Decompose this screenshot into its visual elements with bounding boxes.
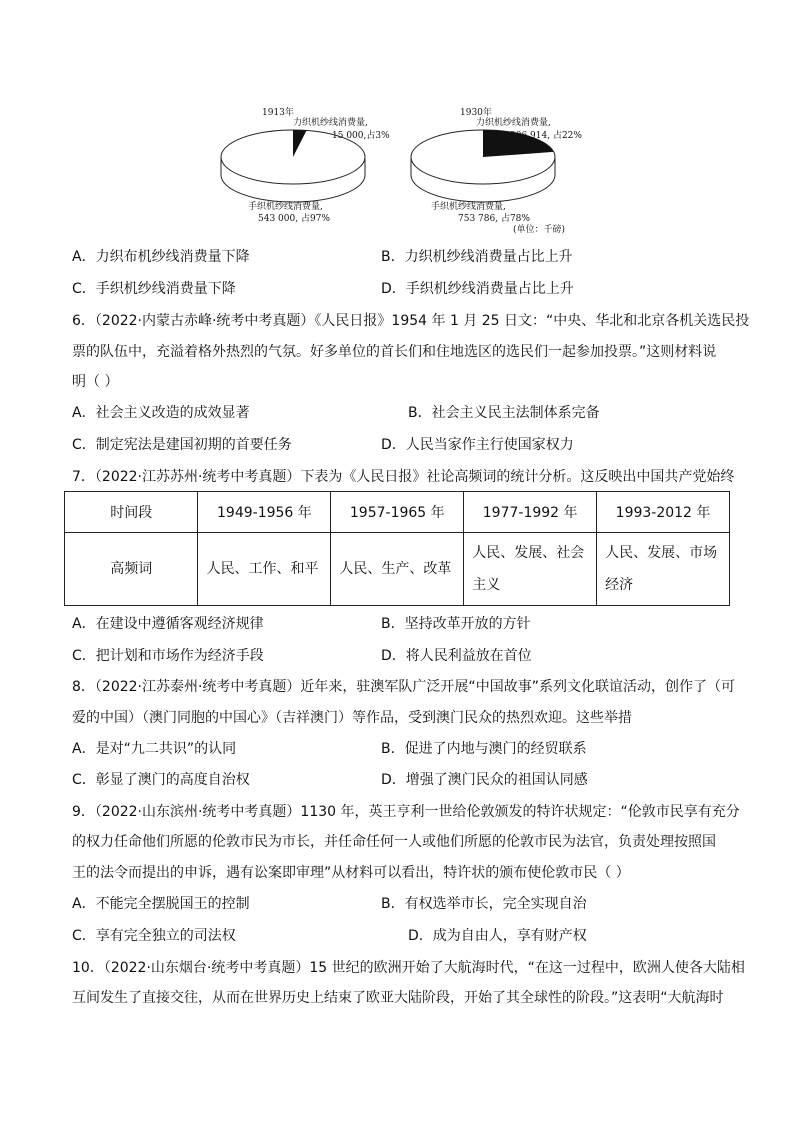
unit-note: (单位：千磅) bbox=[513, 225, 566, 235]
keyword-table bbox=[64, 491, 730, 606]
table-header-cell: 1977-1992 年 bbox=[464, 492, 597, 533]
table-cell: 人民、生产、改革 bbox=[331, 533, 464, 606]
left-hand-label: 手织机纱线消费量, bbox=[248, 202, 323, 212]
q6-stem-line-2: 票的队伍中，充溢着格外热烈的气氛。好多单位的首长们和住地选区的选民们一起参加投票。”这则材料说 bbox=[72, 344, 717, 360]
q10-stem-line-1: 10．（2022·山东烟台·统考中考真题）15 世纪的欧洲开始了大航海时代，“在这一过程中，欧洲人使各大陆相 bbox=[72, 960, 745, 976]
q8-option-b[interactable]: B．促进了内地与澳门的经贸联系 bbox=[381, 741, 587, 757]
q9-stem-line-2: 的权力任命他们所愿的伦敦市民为市长，并任命任何一人或他们所愿的伦敦市民为法官，负责处理按照国 bbox=[72, 834, 716, 850]
table-cell: 人民、发展、市场经济 bbox=[597, 533, 730, 606]
left-power-value: 15 000,占3% bbox=[332, 131, 390, 141]
q9-option-d[interactable]: D．成为自由人，享有财产权 bbox=[408, 928, 587, 944]
q8-option-d[interactable]: D．增强了澳门民众的祖国认同感 bbox=[381, 772, 588, 788]
table-header-cell: 1949-1956 年 bbox=[198, 492, 331, 533]
q5-option-d[interactable]: D．手织机纱线消费量占比上升 bbox=[381, 281, 574, 297]
right-power-label: 力织机纱线消费量, bbox=[476, 118, 551, 128]
q9-option-a[interactable]: A．不能完全摆脱国王的控制 bbox=[72, 896, 250, 912]
q6-stem-line-3: 明（ ） bbox=[72, 374, 119, 390]
q6-option-d[interactable]: D．人民当家作主行使国家权力 bbox=[381, 437, 574, 453]
q7-option-d[interactable]: D．将人民利益放在首位 bbox=[381, 648, 532, 664]
right-power-value: 206 914, 占22% bbox=[510, 131, 582, 141]
left-year: 1913年 bbox=[262, 108, 294, 118]
q7-option-a[interactable]: A．在建设中遵循客观经济规律 bbox=[72, 616, 264, 632]
left-hand-value: 543 000, 占97% bbox=[258, 214, 330, 224]
table-header-cell: 1957-1965 年 bbox=[331, 492, 464, 533]
q6-option-c[interactable]: C．制定宪法是建国初期的首要任务 bbox=[72, 437, 292, 453]
q5-option-b[interactable]: B．力织机纱线消费量占比上升 bbox=[381, 249, 573, 265]
q8-option-a[interactable]: A．是对“九二共识”的认同 bbox=[72, 741, 237, 757]
q10-stem-line-2: 互间发生了直接交往，从而在世界历史上结束了欧亚大陆阶段，开始了其全球性的阶段。”这表明“大航海时 bbox=[72, 990, 724, 1006]
table-row bbox=[65, 533, 730, 606]
q5-option-a[interactable]: A．力织布机纱线消费量下降 bbox=[72, 249, 250, 265]
right-year: 1930年 bbox=[460, 108, 492, 118]
table-cell: 人民、发展、社会主义 bbox=[464, 533, 597, 606]
table-cell: 高频词 bbox=[65, 533, 198, 606]
q5-option-c[interactable]: C．手织机纱线消费量下降 bbox=[72, 281, 236, 297]
left-power-label: 力织机纱线消费量, bbox=[293, 118, 368, 128]
q8-option-c[interactable]: C．彰显了澳门的高度自治权 bbox=[72, 772, 250, 788]
q7-option-c[interactable]: C．把计划和市场作为经济手段 bbox=[72, 648, 264, 664]
q8-stem-line-1: 8．（2022·江苏泰州·统考中考真题）近年来，驻澳军队广泛开展“中国故事”系列文化联谊活动，创作了（可 bbox=[72, 679, 735, 695]
q9-option-b[interactable]: B．有权选举市长，完全实现自治 bbox=[381, 896, 587, 912]
q9-stem-line-3: 王的法令而提出的申诉，遇有讼案即审理”从材料可以看出，特许状的颁布使伦敦市民（ ） bbox=[72, 865, 630, 881]
right-hand-value: 753 786, 占78% bbox=[458, 214, 530, 224]
q6-option-b[interactable]: B．社会主义民主法制体系完备 bbox=[408, 405, 600, 421]
q7-option-b[interactable]: B．坚持改革开放的方针 bbox=[381, 616, 531, 632]
q6-stem-line-1: 6．（2022·内蒙古赤峰·统考中考真题）《人民日报》1954 年 1 月 25 日文：“中央、华北和北京各机关选民投 bbox=[72, 313, 750, 329]
q6-option-a[interactable]: A．社会主义改造的成效显著 bbox=[72, 405, 250, 421]
table-header-row bbox=[65, 492, 730, 533]
q9-option-c[interactable]: C．享有完全独立的司法权 bbox=[72, 928, 236, 944]
q9-stem-line-1: 9．（2022·山东滨州·统考中考真题）1130 年，英王亨利一世给伦敦颁发的特许状规定：“伦敦市民享有充分 bbox=[72, 804, 740, 820]
q8-stem-line-2: 爱的中国）（澳门同胞的中国心》（吉祥澳门）等作品，受到澳门民众的热烈欢迎。这些举措 bbox=[72, 710, 632, 726]
q7-stem-line-1: 7．（2022·江苏苏州·统考中考真题）下表为《人民日报》社论高频词的统计分析。这反映出中国共产党始终 bbox=[72, 469, 735, 485]
right-hand-label: 手织机纱线消费量, bbox=[431, 202, 506, 212]
table-cell: 人民、工作、和平 bbox=[198, 533, 331, 606]
table-header-cell: 1993-2012 年 bbox=[597, 492, 730, 533]
table-header-cell: 时间段 bbox=[65, 492, 198, 533]
